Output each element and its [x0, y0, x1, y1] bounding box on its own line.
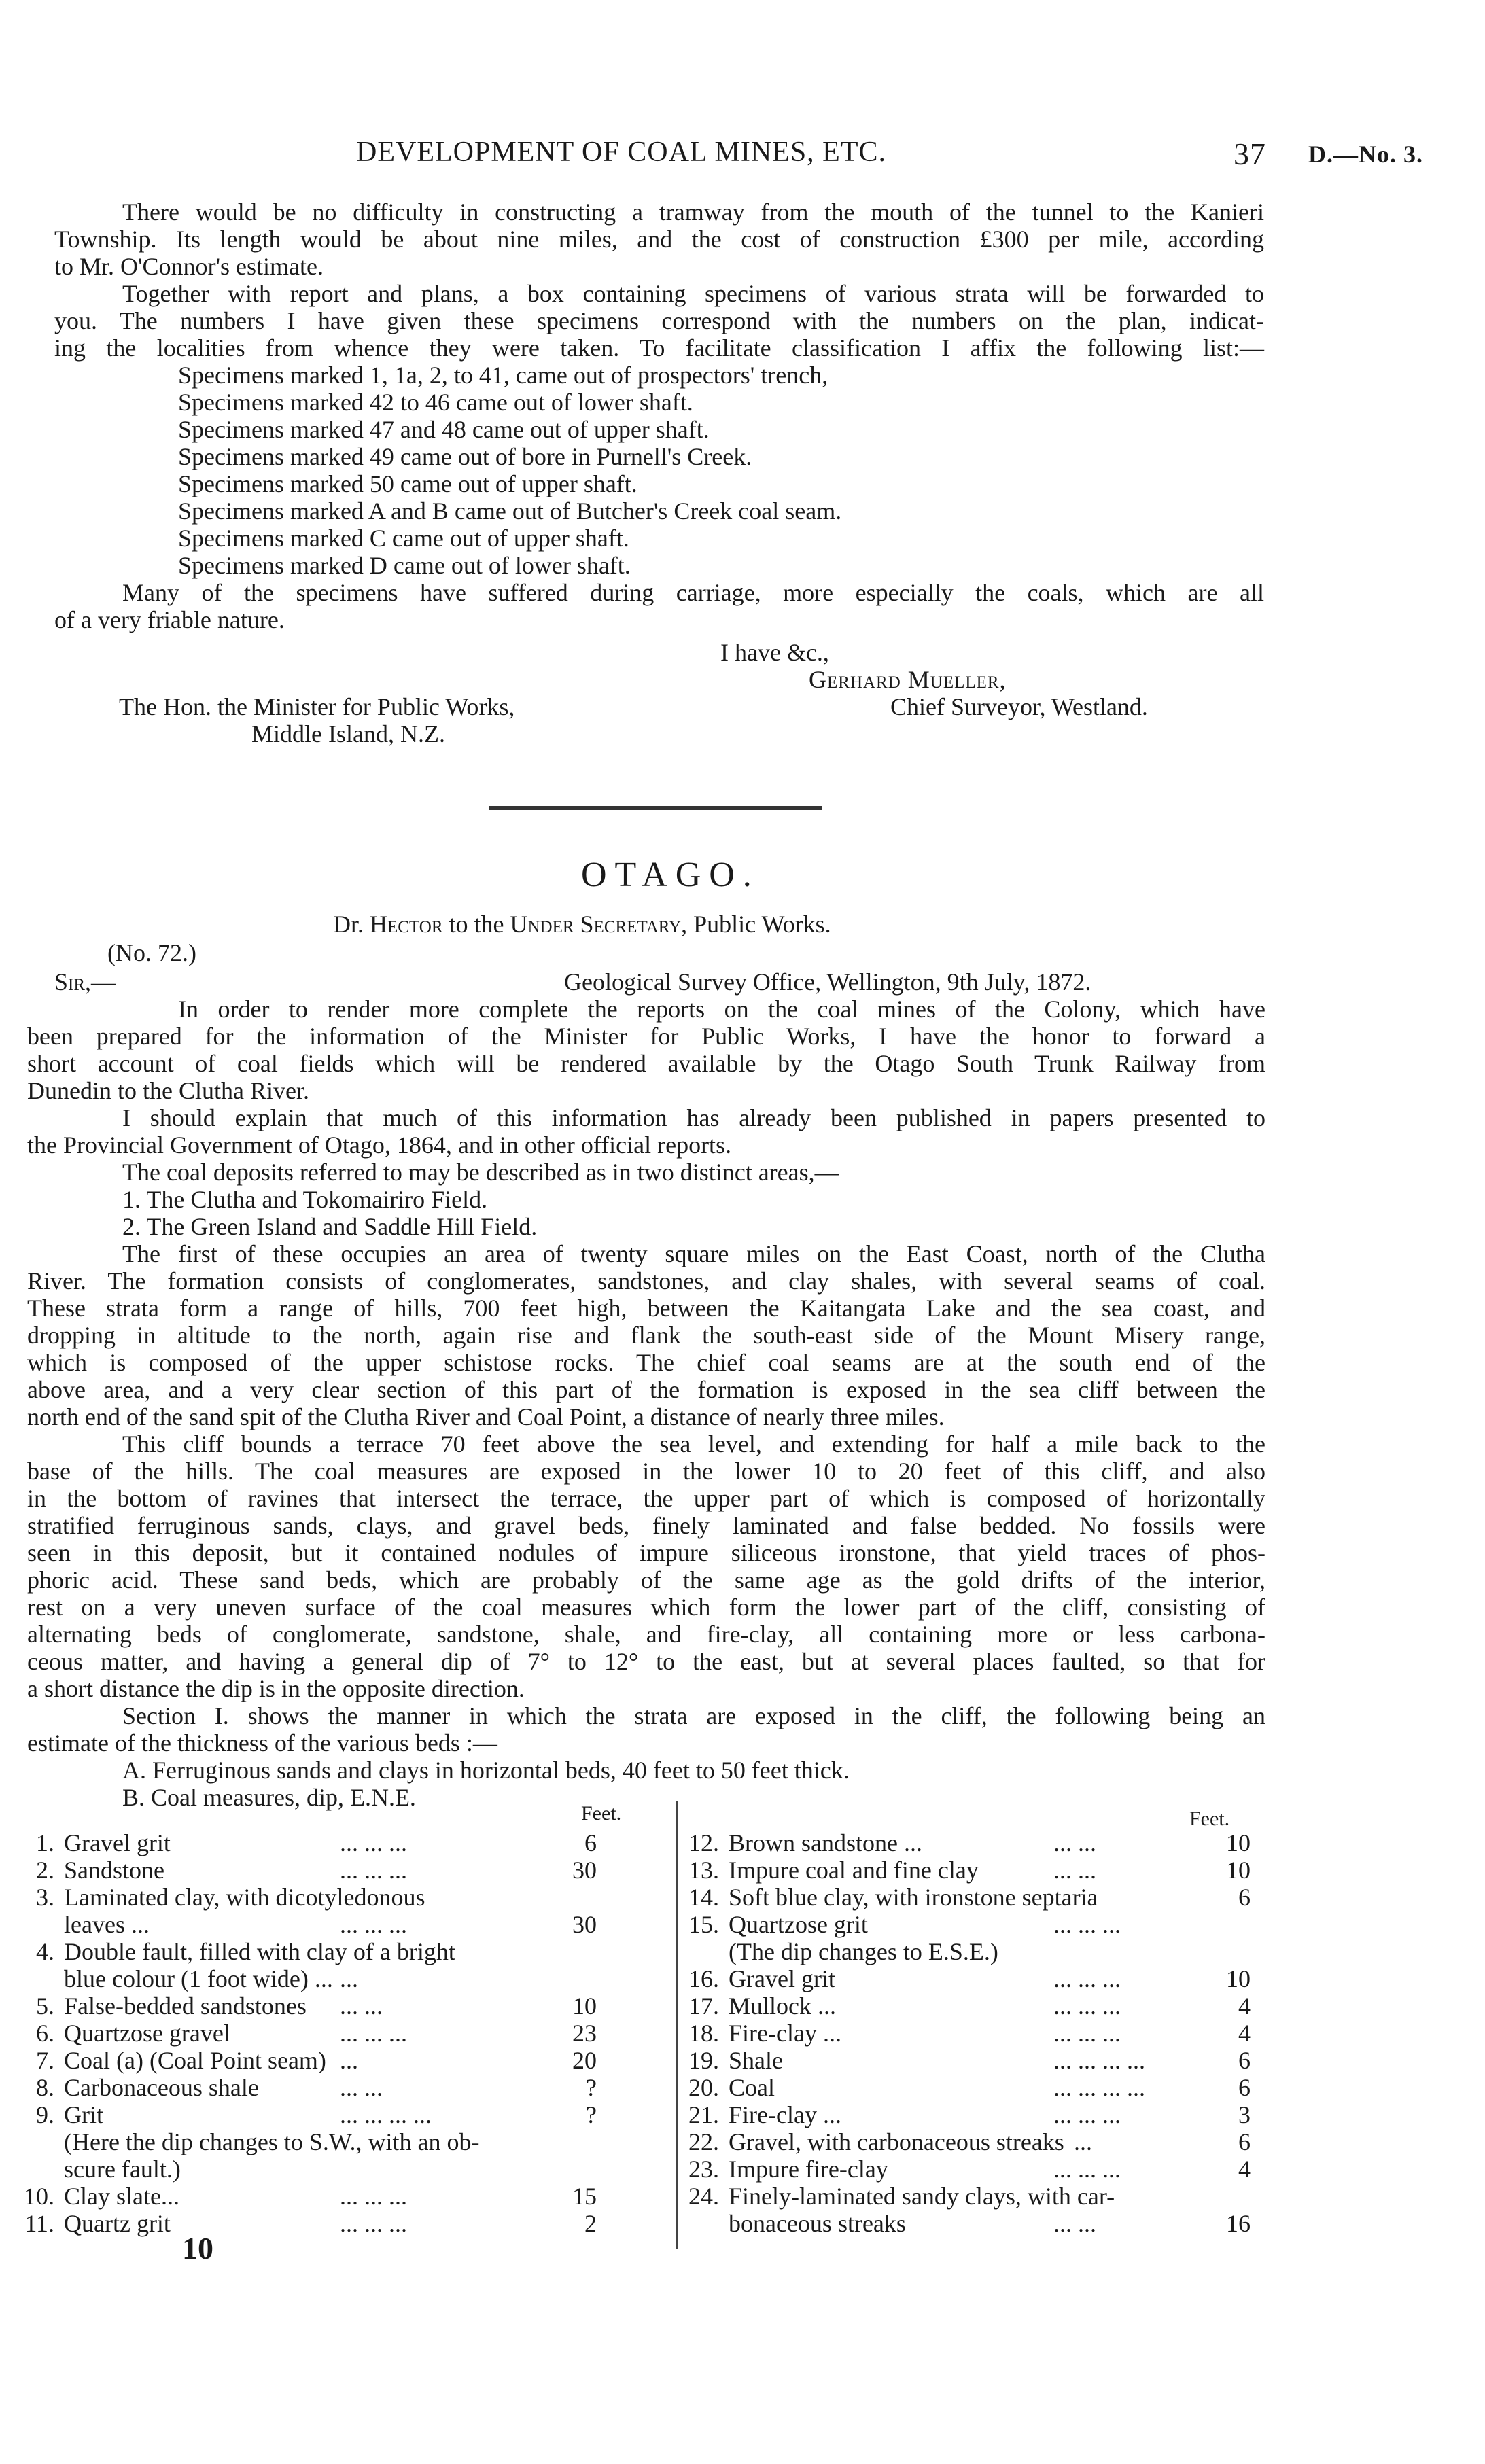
- section-divider-rule: [489, 806, 822, 810]
- specimen-entry: Specimens marked 1, 1a, 2, to 41, came out of prospectors' trench,: [178, 362, 828, 389]
- table-row: [673, 1884, 1298, 1911]
- table-row: [8, 1829, 633, 1856]
- paragraph-line: phoric acid. These sand beds, which are probably of the same age as the gold drifts of the interior,: [27, 1566, 1265, 1594]
- row-description: Mullock ...: [729, 1992, 836, 2020]
- row-description: Impure coal and fine clay: [729, 1856, 979, 1884]
- table-row: [8, 2183, 633, 2210]
- row-thickness-feet: 10: [1226, 1829, 1251, 1856]
- section-heading: OTAGO.: [581, 856, 760, 894]
- paragraph-line: Many of the specimens have suffered during carriage, more especially the coals, which are all: [122, 579, 1264, 606]
- table-row: [673, 1992, 1298, 2020]
- paragraph-line: seen in this deposit, but it contained nodules of impure siliceous ironstone, that yield traces of phos-: [27, 1539, 1265, 1566]
- paragraph-line: Township. Its length would be about nine miles, and the cost of construction £300 per mile, according: [54, 226, 1264, 253]
- page-number: 37: [1234, 137, 1266, 171]
- row-number: 2.: [36, 1856, 54, 1884]
- sender-name: Hector: [370, 911, 443, 938]
- row-number: 4.: [36, 1938, 54, 1965]
- row-thickness-feet: ?: [586, 2101, 597, 2128]
- row-thickness-feet: 16: [1226, 2210, 1251, 2237]
- row-number: 18.: [688, 2020, 719, 2047]
- dateline: Geological Survey Office, Wellington, 9th July, 1872.: [564, 968, 1091, 996]
- table-row: [8, 2047, 633, 2074]
- paragraph-line: the Provincial Government of Otago, 1864, and in other official reports.: [27, 1131, 732, 1159]
- row-number: 23.: [688, 2155, 719, 2183]
- row-thickness-feet: 30: [572, 1911, 597, 1938]
- salutation: Sir,—: [54, 968, 116, 996]
- row-number: 15.: [688, 1911, 719, 1938]
- letter-from-to-line: Dr. Hector to the Under Secretary, Public Works.: [333, 911, 831, 938]
- row-description: Coal (a) (Coal Point seam): [64, 2047, 326, 2074]
- paragraph-line: There would be no difficulty in constructing a tramway from the mouth of the tunnel to the Kanieri: [122, 198, 1264, 226]
- row-thickness-feet: 15: [572, 2183, 597, 2210]
- table-row: [673, 1911, 1298, 1938]
- paragraph-line: in the bottom of ravines that intersect the terrace, the upper part of which is composed of horizontally: [27, 1485, 1265, 1512]
- paragraph-line: This cliff bounds a terrace 70 feet above the sea level, and extending for half a mile back to the: [122, 1430, 1265, 1458]
- table-row: [673, 2155, 1298, 2183]
- paragraph-line: The first of these occupies an area of twenty square miles on the East Coast, north of the Clutha: [122, 1240, 1265, 1267]
- row-number: 10.: [24, 2183, 54, 2210]
- table-row: [673, 1856, 1298, 1884]
- specimen-entry: Specimens marked 42 to 46 came out of lower shaft.: [178, 389, 693, 416]
- row-description: Quartzose grit: [729, 1911, 868, 1938]
- row-leader-dots: ... ... ...: [1053, 1911, 1121, 1938]
- row-thickness-feet: 10: [1226, 1856, 1251, 1884]
- row-number: 14.: [688, 1884, 719, 1911]
- specimen-entry: Specimens marked A and B came out of Butcher's Creek coal seam.: [178, 497, 842, 525]
- row-leader-dots: ... ... ...: [1053, 2020, 1121, 2047]
- row-leader-dots: ... ... ...: [340, 2020, 407, 2047]
- row-description: Soft blue clay, with ironstone septaria: [729, 1884, 1098, 1911]
- table-row: [8, 2101, 633, 2128]
- row-leader-dots: ... ... ... ...: [340, 2101, 432, 2128]
- row-number: 22.: [688, 2128, 719, 2155]
- row-description: leaves ...: [64, 1911, 150, 1938]
- row-description: Quartz grit: [64, 2210, 171, 2237]
- row-thickness-feet: 30: [572, 1856, 597, 1884]
- row-number: 5.: [36, 1992, 54, 2020]
- table-row: [8, 1911, 633, 1938]
- valediction: I have &c.,: [720, 639, 829, 666]
- footer-page-number: 10: [182, 2231, 213, 2266]
- row-thickness-feet: 6: [1238, 2128, 1251, 2155]
- row-leader-dots: ...: [340, 2047, 358, 2074]
- table-row: [673, 1829, 1298, 1856]
- row-description: Clay slate...: [64, 2183, 179, 2210]
- row-leader-dots: ...: [1074, 2128, 1092, 2155]
- row-thickness-feet: 6: [1238, 1884, 1251, 1911]
- addressee-line: The Hon. the Minister for Public Works,: [119, 693, 515, 720]
- row-number: 7.: [36, 2047, 54, 2074]
- paragraph-line: which is composed of the upper schistose rocks. The chief coal seams are at the south end of the: [27, 1349, 1265, 1376]
- running-header-title: DEVELOPMENT OF COAL MINES, ETC.: [356, 137, 887, 168]
- row-description: Impure fire-clay: [729, 2155, 888, 2183]
- paragraph-line: I should explain that much of this information has already been published in papers presented to: [122, 1104, 1265, 1131]
- table-row: [8, 1856, 633, 1884]
- row-number: 1.: [36, 1829, 54, 1856]
- paragraph-line: north end of the sand spit of the Clutha River and Coal Point, a distance of nearly three miles.: [27, 1403, 945, 1430]
- paragraph-line: base of the hills. The coal measures are exposed in the lower 10 to 20 feet of this cliff, and also: [27, 1458, 1265, 1485]
- table-row: [8, 1884, 633, 1911]
- column-header-feet-left: Feet.: [581, 1802, 622, 1825]
- paragraph-line: These strata form a range of hills, 700 feet high, between the Kaitangata Lake and the sea coast, and: [27, 1295, 1265, 1322]
- row-leader-dots: ... ... ...: [340, 2210, 407, 2237]
- table-row: [673, 1938, 1298, 1965]
- row-leader-dots: ... ... ... ...: [1053, 2047, 1145, 2074]
- row-thickness-feet: 23: [572, 2020, 597, 2047]
- row-leader-dots: ... ... ...: [340, 1911, 407, 1938]
- paragraph-line: stratified ferruginous sands, clays, and gravel beds, finely laminated and false bedded. No fossils were: [27, 1512, 1265, 1539]
- row-thickness-feet: 6: [1238, 2074, 1251, 2101]
- table-row: [8, 2074, 633, 2101]
- table-row: [8, 2155, 633, 2183]
- column-header-feet-right: Feet.: [1189, 1808, 1230, 1830]
- row-number: 24.: [688, 2183, 719, 2210]
- paragraph-line: above area, and a very clear section of this part of the formation is exposed in the sea cliff between the: [27, 1376, 1265, 1403]
- row-leader-dots: ... ... ...: [340, 1856, 407, 1884]
- paragraph-line: you. The numbers I have given these specimens correspond with the numbers on the plan, indicat-: [54, 307, 1264, 334]
- document-reference: D.—No. 3.: [1308, 141, 1423, 168]
- row-description: Gravel grit: [729, 1965, 835, 1992]
- table-row: [673, 2047, 1298, 2074]
- paragraph-line: ceous matter, and having a general dip of 7° to 12° to the east, but at several places faulted, so that for: [27, 1648, 1265, 1675]
- paragraph-line: The coal deposits referred to may be described as in two distinct areas,—: [122, 1159, 839, 1186]
- row-description: Grit: [64, 2101, 103, 2128]
- specimen-entry: Specimens marked D came out of lower shaft.: [178, 552, 631, 579]
- row-description: Fire-clay ...: [729, 2020, 841, 2047]
- table-row: [8, 2128, 633, 2155]
- row-description: Carbonaceous shale: [64, 2074, 259, 2101]
- paragraph-line: alternating beds of conglomerate, sandstone, shale, and fire-clay, all containing more or less carbona-: [27, 1621, 1265, 1648]
- row-number: 8.: [36, 2074, 54, 2101]
- paragraph-line: estimate of the thickness of the various beds :—: [27, 1729, 497, 1757]
- row-number: 19.: [688, 2047, 719, 2074]
- row-number: 21.: [688, 2101, 719, 2128]
- row-thickness-feet: 4: [1238, 2155, 1251, 2183]
- addressee-line: Middle Island, N.Z.: [251, 720, 445, 747]
- table-row: [673, 2128, 1298, 2155]
- paragraph-line: been prepared for the information of the Minister for Public Works, I have the honor to forward a: [27, 1023, 1265, 1050]
- table-row: [673, 2020, 1298, 2047]
- row-leader-dots: ... ...: [1053, 2210, 1096, 2237]
- row-leader-dots: ... ...: [340, 2074, 383, 2101]
- row-description: Shale: [729, 2047, 783, 2074]
- row-description: Gravel, with carbonaceous streaks: [729, 2128, 1064, 2155]
- row-number: 6.: [36, 2020, 54, 2047]
- row-description: Double fault, filled with clay of a bright: [64, 1938, 455, 1965]
- row-leader-dots: ... ...: [1053, 1856, 1096, 1884]
- row-description: blue colour (1 foot wide) ...: [64, 1965, 333, 1992]
- row-thickness-feet: 20: [572, 2047, 597, 2074]
- row-description: bonaceous streaks: [729, 2210, 906, 2237]
- table-row: [8, 2210, 633, 2237]
- row-thickness-feet: ?: [586, 2074, 597, 2101]
- row-leader-dots: ... ...: [340, 1992, 383, 2020]
- row-leader-dots: ... ... ...: [340, 2183, 407, 2210]
- row-thickness-feet: 4: [1238, 1992, 1251, 2020]
- list-item: A. Ferruginous sands and clays in horizontal beds, 40 feet to 50 feet thick.: [122, 1757, 850, 1784]
- row-number: 16.: [688, 1965, 719, 1992]
- table-row: [673, 1965, 1298, 1992]
- row-leader-dots: ... ...: [1053, 1829, 1096, 1856]
- row-description: scure fault.): [64, 2155, 181, 2183]
- row-thickness-feet: 3: [1238, 2101, 1251, 2128]
- row-thickness-feet: 10: [1226, 1965, 1251, 1992]
- table-row: [673, 2183, 1298, 2210]
- letter-number: (No. 72.): [107, 939, 196, 966]
- row-description: (The dip changes to E.S.E.): [729, 1938, 998, 1965]
- paragraph-line: Section I. shows the manner in which the strata are exposed in the cliff, the following being an: [122, 1702, 1265, 1729]
- row-number: 3.: [36, 1884, 54, 1911]
- paragraph-line: of a very friable nature.: [54, 606, 285, 633]
- row-number: 11.: [24, 2210, 54, 2237]
- row-thickness-feet: 6: [584, 1829, 597, 1856]
- row-number: 20.: [688, 2074, 719, 2101]
- paragraph-line: ing the localities from whence they were taken. To facilitate classification I affix the following list:—: [54, 334, 1264, 362]
- row-description: Finely-laminated sandy clays, with car-: [729, 2183, 1115, 2210]
- row-leader-dots: ... ... ...: [1053, 1965, 1121, 1992]
- paragraph-line: Together with report and plans, a box containing specimens of various strata will be forwarded to: [122, 280, 1264, 307]
- row-thickness-feet: 6: [1238, 2047, 1251, 2074]
- paragraph-line: a short distance the dip is in the opposite direction.: [27, 1675, 525, 1702]
- recipient-name: Under Secretary: [510, 911, 682, 938]
- signature-title: Chief Surveyor, Westland.: [890, 693, 1148, 720]
- row-thickness-feet: 4: [1238, 2020, 1251, 2047]
- list-item: B. Coal measures, dip, E.N.E.: [122, 1784, 416, 1811]
- row-number: 17.: [688, 1992, 719, 2020]
- table-row: [8, 2020, 633, 2047]
- row-number: 9.: [36, 2101, 54, 2128]
- row-description: Brown sandstone ...: [729, 1829, 922, 1856]
- row-description: Fire-clay ...: [729, 2101, 841, 2128]
- row-description: Laminated clay, with dicotyledonous: [64, 1884, 425, 1911]
- row-description: Sandstone: [64, 1856, 164, 1884]
- row-description: Quartzose gravel: [64, 2020, 230, 2047]
- paragraph-line: to Mr. O'Connor's estimate.: [54, 253, 324, 280]
- paragraph-line: In order to render more complete the reports on the coal mines of the Colony, which have: [178, 996, 1265, 1023]
- paragraph-line: Dunedin to the Clutha River.: [27, 1077, 309, 1104]
- table-row: [8, 1992, 633, 2020]
- specimen-entry: Specimens marked 50 came out of upper shaft.: [178, 470, 637, 497]
- list-item: 2. The Green Island and Saddle Hill Field.: [122, 1213, 538, 1240]
- signature-name: Gerhard Mueller,: [809, 666, 1007, 693]
- table-row: [8, 1965, 633, 1992]
- row-description: Coal: [729, 2074, 775, 2101]
- row-number: 13.: [688, 1856, 719, 1884]
- row-leader-dots: ... ... ...: [340, 1829, 407, 1856]
- specimen-entry: Specimens marked 47 and 48 came out of upper shaft.: [178, 416, 710, 443]
- row-leader-dots: ... ... ...: [1053, 2155, 1121, 2183]
- row-description: (Here the dip changes to S.W., with an ob-: [64, 2128, 480, 2155]
- paragraph-line: River. The formation consists of conglomerates, sandstones, and clay shales, with several seams of coal.: [27, 1267, 1265, 1295]
- row-leader-dots: ... ... ... ...: [1053, 2074, 1145, 2101]
- table-row: [8, 1938, 633, 1965]
- table-row: [673, 2101, 1298, 2128]
- row-leader-dots: ...: [340, 1965, 358, 1992]
- row-leader-dots: ... ... ...: [1053, 1992, 1121, 2020]
- paragraph-line: rest on a very uneven surface of the coal measures which form the lower part of the cliff, consisting of: [27, 1594, 1265, 1621]
- row-description: False-bedded sandstones: [64, 1992, 307, 2020]
- row-description: Gravel grit: [64, 1829, 171, 1856]
- list-item: 1. The Clutha and Tokomairiro Field.: [122, 1186, 488, 1213]
- row-leader-dots: ... ... ...: [1053, 2101, 1121, 2128]
- table-row: [673, 2210, 1298, 2237]
- specimen-entry: Specimens marked C came out of upper shaft.: [178, 525, 629, 552]
- specimen-entry: Specimens marked 49 came out of bore in Purnell's Creek.: [178, 443, 752, 470]
- paragraph-line: short account of coal fields which will be rendered available by the Otago South Trunk Railway from: [27, 1050, 1265, 1077]
- row-thickness-feet: 2: [584, 2210, 597, 2237]
- row-number: 12.: [688, 1829, 719, 1856]
- paragraph-line: dropping in altitude to the north, again rise and flank the south-east side of the Mount Misery range,: [27, 1322, 1265, 1349]
- table-row: [673, 2074, 1298, 2101]
- row-thickness-feet: 10: [572, 1992, 597, 2020]
